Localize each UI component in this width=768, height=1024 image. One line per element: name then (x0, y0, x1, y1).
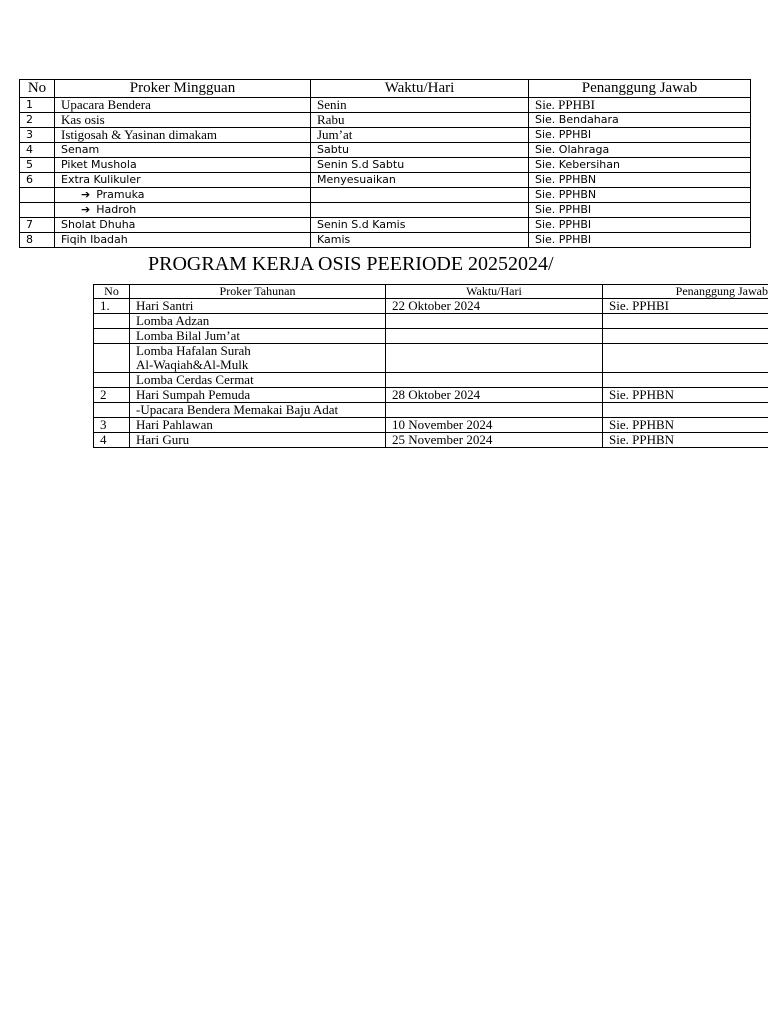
weekly-cell-no: 5 (20, 158, 55, 173)
annual-cell-no: 3 (94, 418, 130, 433)
weekly-header-no: No (20, 80, 55, 98)
weekly-cell-no: 7 (20, 218, 55, 233)
weekly-cell-no: 3 (20, 128, 55, 143)
annual-cell-waktu (386, 344, 603, 373)
annual-cell-waktu: 22 Oktober 2024 (386, 299, 603, 314)
annual-header-waktu: Waktu/Hari (386, 285, 603, 299)
annual-cell-proker: Hari Sumpah Pemuda (130, 388, 386, 403)
weekly-cell-proker-sub (55, 203, 311, 218)
table-row (94, 418, 768, 433)
table-row (20, 98, 751, 113)
weekly-cell-proker: Istigosah & Yasinan dimakam (55, 128, 311, 143)
weekly-cell-waktu: Senin S.d Kamis (311, 218, 529, 233)
table-row (20, 173, 751, 188)
weekly-cell-no: 1 (20, 98, 55, 113)
annual-header-no: No (94, 285, 130, 299)
weekly-header-proker: Proker Mingguan (55, 80, 311, 98)
arrow-right-icon: ➔ (81, 203, 91, 216)
table-row (20, 113, 751, 128)
table-row (20, 158, 751, 173)
weekly-cell-pj: Sie. PPHBN (529, 188, 751, 203)
table-row (94, 388, 768, 403)
annual-cell-waktu (386, 373, 603, 388)
table-row (94, 373, 768, 388)
annual-cell-pj (603, 344, 768, 373)
annual-cell-no (94, 344, 130, 373)
annual-cell-pj (603, 329, 768, 344)
table-row (20, 233, 751, 248)
annual-cell-waktu: 28 Oktober 2024 (386, 388, 603, 403)
weekly-cell-pj: Sie. PPHBN (529, 173, 751, 188)
annual-cell-pj: Sie. PPHBN (603, 418, 768, 433)
table-row (20, 203, 751, 218)
annual-cell-proker: Lomba Cerdas Cermat (130, 373, 386, 388)
annual-cell-pj: Sie. PPHBN (603, 388, 768, 403)
weekly-cell-waktu: Senin (311, 98, 529, 113)
annual-cell-proker (130, 344, 386, 373)
annual-cell-waktu (386, 403, 603, 418)
table-row (94, 433, 768, 448)
weekly-cell-waktu: Kamis (311, 233, 529, 248)
annual-cell-no (94, 403, 130, 418)
weekly-cell-proker: Fiqih Ibadah (55, 233, 311, 248)
weekly-cell-waktu: Jum’at (311, 128, 529, 143)
weekly-cell-proker: Piket Mushola (55, 158, 311, 173)
weekly-cell-no: 8 (20, 233, 55, 248)
table-row (20, 218, 751, 233)
annual-cell-no (94, 329, 130, 344)
annual-cell-proker: Lomba Bilal Jum’at (130, 329, 386, 344)
weekly-cell-waktu: Rabu (311, 113, 529, 128)
weekly-cell-pj: Sie. PPHBI (529, 203, 751, 218)
weekly-cell-no (20, 203, 55, 218)
weekly-header-pj: Penanggung Jawab (529, 80, 751, 98)
annual-cell-pj (603, 314, 768, 329)
weekly-cell-waktu (311, 188, 529, 203)
table-row (94, 314, 768, 329)
weekly-cell-pj: Sie. PPHBI (529, 218, 751, 233)
weekly-cell-pj: Sie. PPHBI (529, 98, 751, 113)
annual-cell-pj (603, 403, 768, 418)
weekly-cell-proker: Senam (55, 143, 311, 158)
annual-cell-waktu (386, 329, 603, 344)
weekly-cell-no: 2 (20, 113, 55, 128)
weekly-program-table (19, 79, 751, 248)
annual-cell-waktu (386, 314, 603, 329)
annual-cell-no: 4 (94, 433, 130, 448)
weekly-cell-no (20, 188, 55, 203)
weekly-cell-proker: Extra Kulikuler (55, 173, 311, 188)
weekly-header-waktu: Waktu/Hari (311, 80, 529, 98)
annual-cell-pj (603, 373, 768, 388)
annual-cell-proker: -Upacara Bendera Memakai Baju Adat (130, 403, 386, 418)
annual-header-proker: Proker Tahunan (130, 285, 386, 299)
weekly-cell-no: 6 (20, 173, 55, 188)
weekly-cell-proker-sub (55, 188, 311, 203)
annual-cell-proker: Hari Pahlawan (130, 418, 386, 433)
table-row (20, 188, 751, 203)
table-row (20, 143, 751, 158)
weekly-cell-waktu: Senin S.d Sabtu (311, 158, 529, 173)
table-row (94, 403, 768, 418)
arrow-right-icon: ➔ (81, 188, 91, 201)
annual-cell-no (94, 314, 130, 329)
annual-cell-waktu: 25 November 2024 (386, 433, 603, 448)
annual-cell-waktu: 10 November 2024 (386, 418, 603, 433)
weekly-cell-no: 4 (20, 143, 55, 158)
annual-proker-line-2: Al-Waqiah&Al-Mulk (136, 357, 249, 372)
annual-cell-no: 2 (94, 388, 130, 403)
annual-cell-proker: Hari Guru (130, 433, 386, 448)
annual-header-pj: Penanggung Jawab (603, 285, 768, 299)
annual-cell-pj: Sie. PPHBN (603, 433, 768, 448)
weekly-sub-item-label: Pramuka (96, 188, 145, 201)
weekly-cell-pj: Sie. Olahraga (529, 143, 751, 158)
annual-cell-no (94, 373, 130, 388)
weekly-cell-proker: Kas osis (55, 113, 311, 128)
annual-cell-no: 1. (94, 299, 130, 314)
weekly-cell-waktu: Sabtu (311, 143, 529, 158)
weekly-cell-pj: Sie. Kebersihan (529, 158, 751, 173)
annual-cell-proker: Lomba Adzan (130, 314, 386, 329)
weekly-header-row (20, 80, 751, 98)
table-row (94, 329, 768, 344)
annual-proker-line-1: Lomba Hafalan Surah (136, 343, 251, 358)
weekly-cell-proker: Upacara Bendera (55, 98, 311, 113)
annual-cell-proker: Hari Santri (130, 299, 386, 314)
table-row (94, 344, 768, 373)
table-row (94, 299, 768, 314)
weekly-cell-pj: Sie. PPHBI (529, 233, 751, 248)
annual-cell-pj: Sie. PPHBI (603, 299, 768, 314)
weekly-cell-pj: Sie. PPHBI (529, 128, 751, 143)
annual-header-row (94, 285, 768, 299)
weekly-sub-item-label: Hadroh (96, 203, 137, 216)
weekly-cell-pj: Sie. Bendahara (529, 113, 751, 128)
page-title: PROGRAM KERJA OSIS PEERIODE 20252024/ (148, 253, 554, 275)
weekly-cell-waktu: Menyesuaikan (311, 173, 529, 188)
weekly-cell-proker: Sholat Dhuha (55, 218, 311, 233)
annual-program-table (93, 284, 768, 448)
weekly-cell-waktu (311, 203, 529, 218)
table-row (20, 128, 751, 143)
